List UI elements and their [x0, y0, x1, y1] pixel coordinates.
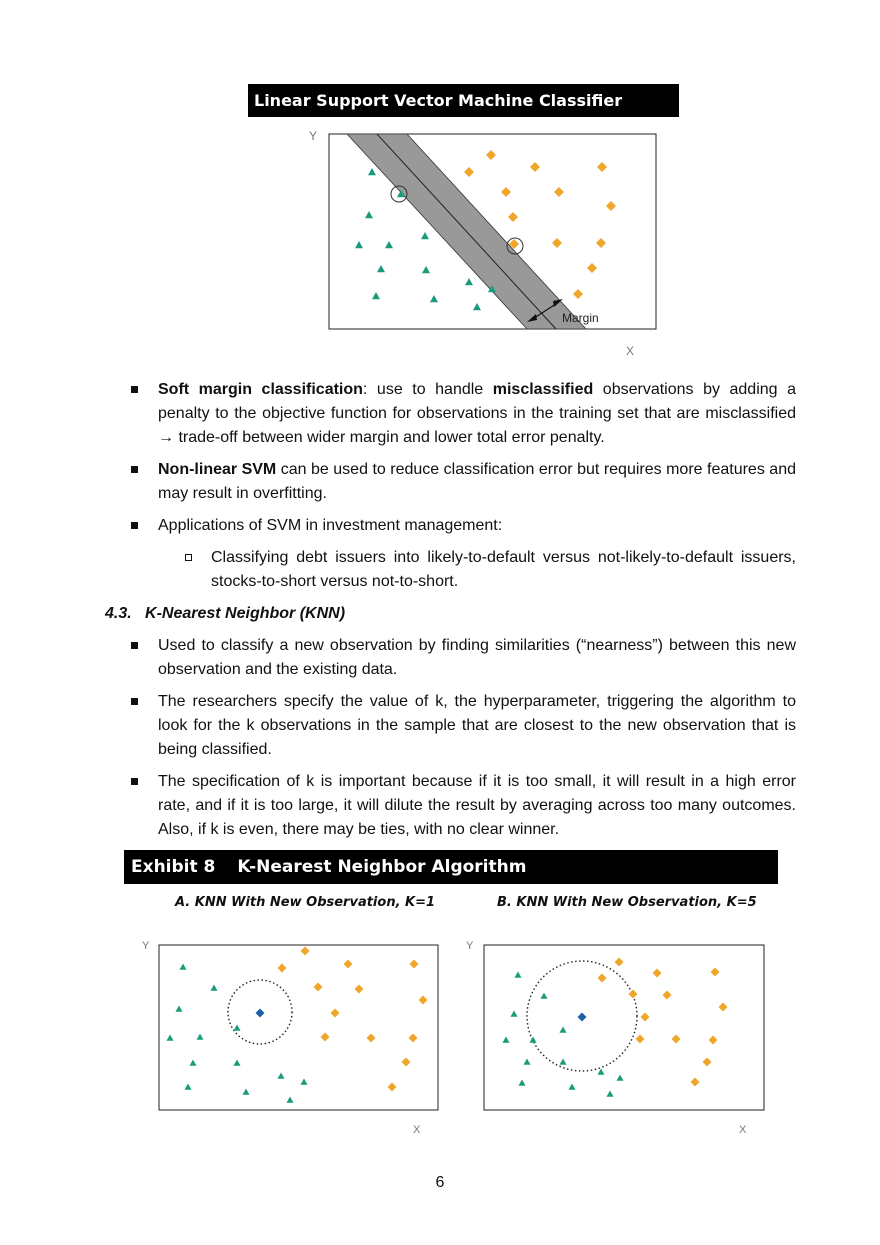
triangle-marker: [234, 1025, 241, 1031]
diamond-marker: [719, 1003, 728, 1012]
svm-x-axis-label: X: [626, 344, 635, 358]
margin-label: Margin: [562, 311, 599, 325]
triangle-marker: [530, 1037, 537, 1043]
triangle-marker: [541, 993, 548, 999]
soft-margin-text1: : use to handle: [362, 381, 493, 398]
triangle-marker: [190, 1060, 197, 1066]
panel-a-y-axis-label: Y: [142, 940, 150, 952]
diamond-marker: [331, 1009, 340, 1018]
exhibit8-label: Exhibit 8: [131, 857, 216, 877]
diamond-marker: [419, 996, 428, 1005]
diamond-marker: [344, 960, 353, 969]
triangle-marker: [519, 1080, 526, 1086]
soft-margin-term: Soft margin classification: [158, 381, 363, 398]
triangle-marker: [243, 1089, 250, 1095]
diamond-marker: [598, 974, 607, 983]
knn-bullet-3: The specification of k is important because if it is too small, it will result in a high error rate, and if it is too large, it will dilute the result by averaging across too many outcomes. Also, if k is even, there may be ties, with no clear winner.: [158, 773, 796, 838]
panel-b-y-axis-label: Y: [466, 940, 474, 952]
diamond-marker: [321, 1033, 330, 1042]
svm-y-axis-label: Y: [309, 129, 318, 143]
triangle-marker: [167, 1035, 174, 1041]
triangle-marker: [515, 972, 522, 978]
panel-b-title: B. KNN With New Observation, K=5: [497, 895, 757, 910]
misclassified-term: misclassified: [492, 381, 594, 398]
triangle-marker: [511, 1011, 518, 1017]
diamond-marker: [367, 1034, 376, 1043]
diamond-marker: [388, 1083, 397, 1092]
triangle-marker: [185, 1084, 192, 1090]
triangle-marker: [197, 1034, 204, 1040]
panel-a-frame: [159, 945, 438, 1110]
triangle-marker: [211, 985, 218, 991]
triangle-marker: [569, 1084, 576, 1090]
page-number: 6: [435, 1174, 445, 1191]
triangle-marker: [524, 1059, 531, 1065]
diamond-marker: [703, 1058, 712, 1067]
section-heading-knn: 4.3. K-Nearest Neighbor (KNN): [105, 605, 346, 622]
panel-a-title: A. KNN With New Observation, K=1: [175, 895, 436, 910]
diamond-marker: [314, 983, 323, 992]
diamond-marker: [410, 960, 419, 969]
diamond-marker: [641, 1013, 650, 1022]
triangle-marker: [301, 1079, 308, 1085]
nonlinear-term: Non-linear SVM: [158, 461, 277, 478]
triangle-marker: [617, 1075, 624, 1081]
diamond-marker: [653, 969, 662, 978]
triangle-marker: [278, 1073, 285, 1079]
nonlinear-text: can be used to reduce classification error but requires more features and may result in overfitting.: [158, 461, 797, 502]
soft-margin-text2: observations by adding a penalty to the objective function for observations in the training set that are misclassified → trade-off between wider margin and lower total error penalty.: [158, 381, 796, 446]
new-observation-marker: [256, 1009, 265, 1018]
diamond-marker: [402, 1058, 411, 1067]
diamond-marker: [691, 1078, 700, 1087]
diamond-marker: [663, 991, 672, 1000]
triangle-marker: [234, 1060, 241, 1066]
svm-figure-title-text: Linear Support Vector Machine Classifier: [254, 91, 623, 110]
diamond-marker: [709, 1036, 718, 1045]
triangle-marker: [560, 1027, 567, 1033]
new-observation-marker: [578, 1013, 587, 1022]
diamond-marker: [711, 968, 720, 977]
diamond-marker: [409, 1034, 418, 1043]
triangle-marker: [560, 1059, 567, 1065]
triangle-marker: [287, 1097, 294, 1103]
diamond-marker: [355, 985, 364, 994]
diamond-marker: [615, 958, 624, 967]
triangle-marker: [176, 1006, 183, 1012]
knn-bullet-1: Used to classify a new observation by finding similarities (“nearness”) between this new observation and the existing data.: [158, 637, 796, 678]
diamond-marker: [301, 947, 310, 956]
applications-bullet: Applications of SVM in investment management:: [158, 517, 503, 534]
panel-b-x-axis-label: X: [739, 1124, 747, 1136]
exhibit8-title: K-Nearest Neighbor Algorithm: [237, 857, 527, 877]
knn-bullet-2: The researchers specify the value of k, the hyperparameter, triggering the algorithm to look for the k observations in the sample that are closest to the new observation that is being classified.: [158, 693, 796, 758]
triangle-marker: [598, 1069, 605, 1075]
triangle-marker: [607, 1091, 614, 1097]
triangle-marker: [180, 964, 187, 970]
diamond-marker: [629, 990, 638, 999]
panel-a-x-axis-label: X: [413, 1124, 421, 1136]
panel-b-frame: [484, 945, 764, 1110]
knn-points: [167, 947, 728, 1103]
diamond-marker: [636, 1035, 645, 1044]
diamond-marker: [278, 964, 287, 973]
triangle-marker: [503, 1037, 510, 1043]
applications-sub-bullet: Classifying debt issuers into likely-to-default versus not-likely-to-default issuers, stocks-to-short versus not-to-short.: [211, 549, 796, 590]
diamond-marker: [672, 1035, 681, 1044]
